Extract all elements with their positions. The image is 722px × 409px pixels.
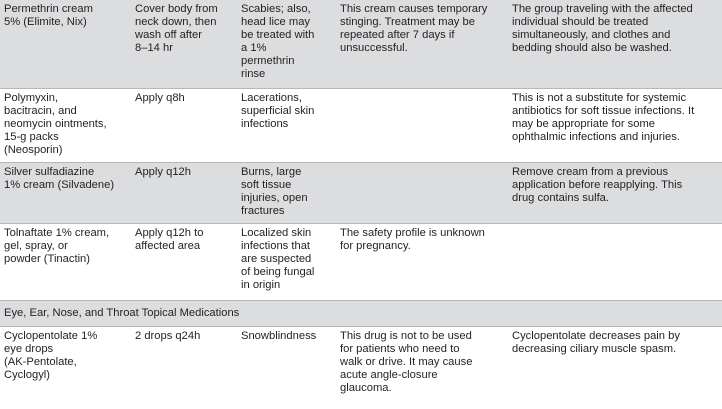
precautions-text: This drug is not to be used for patients who need to walk or drive. It may cause acute angle-closure glaucoma.	[340, 330, 473, 394]
drug-cell	[0, 327, 131, 407]
indication-text: Lacerations, superficial skin infections	[241, 92, 315, 130]
table-row	[0, 224, 722, 301]
drug-cell	[0, 163, 131, 224]
table-row	[0, 89, 722, 163]
indication-cell	[237, 89, 336, 163]
notes-cell	[508, 89, 722, 163]
dosage-cell	[131, 0, 237, 89]
precautions-cell	[336, 89, 508, 163]
drug-name: Polymyxin, bacitracin, and neomycin ointments, 15-g packs (Neosporin)	[4, 92, 107, 156]
precautions-cell	[336, 224, 508, 301]
precautions-text: The safety profile is unknown for pregnancy.	[340, 227, 485, 252]
dosage-text: Apply q12h to affected area	[135, 227, 204, 252]
indication-cell	[237, 224, 336, 301]
indication-text: Snowblindness	[241, 330, 317, 342]
dosage-cell	[131, 89, 237, 163]
drug-name: Permethrin cream 5% (Elimite, Nix)	[4, 3, 93, 28]
drug-cell	[0, 0, 131, 89]
notes-text: This is not a substitute for systemic antibiotics for soft tissue infections. It may be appropriate for some ophthalmic infections and injuries.	[512, 92, 695, 143]
indication-cell	[237, 327, 336, 407]
drug-name: Cyclopentolate 1% eye drops (AK-Pentolate, Cyclogyl)	[4, 330, 98, 381]
indication-text: Burns, large soft tissue injuries, open fractures	[241, 166, 308, 217]
precautions-cell	[336, 163, 508, 224]
notes-text: Cyclopentolate decreases pain by decreasing ciliary muscle spasm.	[512, 330, 680, 355]
dosage-text: Apply q12h	[135, 166, 191, 178]
dosage-text: Apply q8h	[135, 92, 185, 104]
indication-text: Localized skin infections that are suspected of being fungal in origin	[241, 227, 315, 291]
notes-text: The group traveling with the affected individual should be treated simultaneously, and clothes and bedding should also be washed.	[512, 3, 693, 54]
notes-text: Remove cream from a previous application before reapplying. This drug contains sulfa.	[512, 166, 683, 204]
section-heading-cell	[0, 301, 722, 327]
table-row	[0, 327, 722, 407]
table-row	[0, 163, 722, 224]
dosage-cell	[131, 224, 237, 301]
indication-cell	[237, 163, 336, 224]
section-heading-row	[0, 301, 722, 327]
drug-cell	[0, 89, 131, 163]
precautions-cell	[336, 0, 508, 89]
section-heading: Eye, Ear, Nose, and Throat Topical Medications	[4, 307, 240, 319]
notes-cell	[508, 224, 722, 301]
precautions-text: This cream causes temporary stinging. Treatment may be repeated after 7 days if unsuccessful.	[340, 3, 488, 54]
table-row	[0, 0, 722, 89]
drug-name: Silver sulfadiazine 1% cream (Silvadene)	[4, 166, 115, 191]
drug-cell	[0, 224, 131, 301]
notes-cell	[508, 0, 722, 89]
drug-name: Tolnaftate 1% cream, gel, spray, or powder (Tinactin)	[4, 227, 110, 265]
indication-cell	[237, 0, 336, 89]
dosage-cell	[131, 163, 237, 224]
notes-cell	[508, 327, 722, 407]
dosage-text: Cover body from neck down, then wash off after 8–14 hr	[135, 3, 218, 54]
notes-cell	[508, 163, 722, 224]
precautions-cell	[336, 327, 508, 407]
indication-text: Scabies; also, head lice may be treated with a 1% permethrin rinse	[241, 3, 315, 80]
dosage-text: 2 drops q24h	[135, 330, 201, 342]
dosage-cell	[131, 327, 237, 407]
